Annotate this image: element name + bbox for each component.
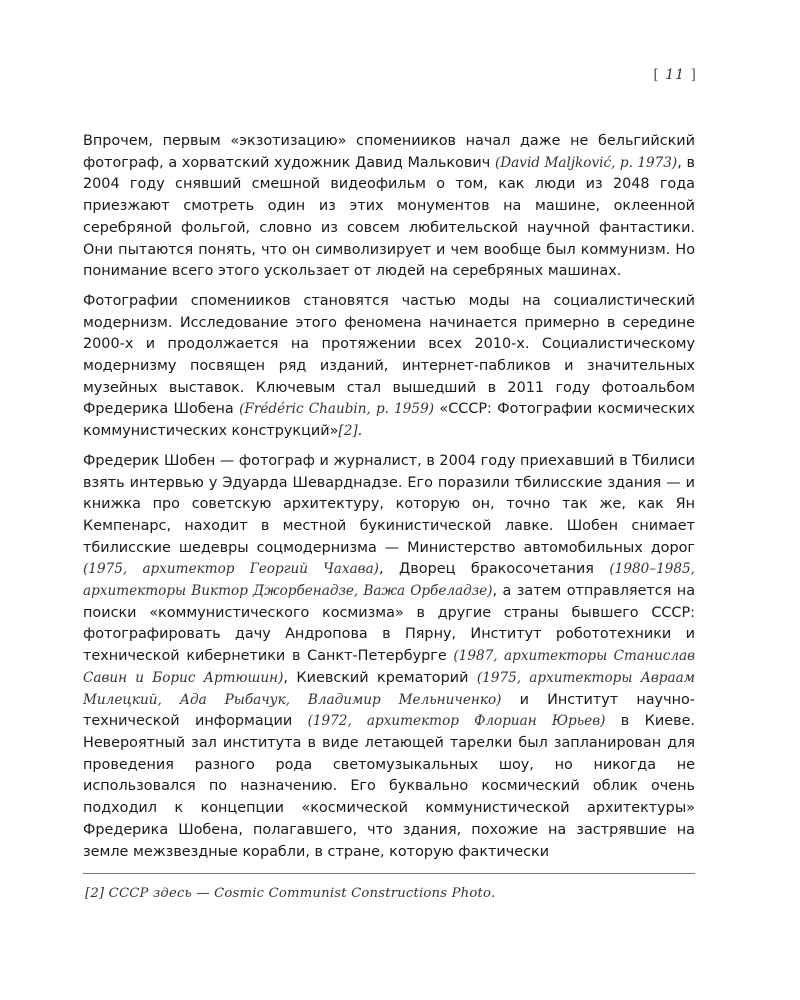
page-number-bracket-close: ] [690, 67, 697, 83]
italic-citation: (1980–1985, архитекторы Виктор Джорбенадзе, Важа Орбеладзе) [83, 561, 695, 600]
text-run: . [357, 423, 363, 440]
text-run: «СССР: Фотографии космических коммунистических конструкций» [83, 401, 695, 440]
text-run: в Киеве. Невероятный зал института в виде летающей тарелки был запланирован для проведения разного рода светомузыкальных шоу, но никогда не использовался по назначению. Его буквально космический облик очень подходил к концепции «космической коммунистической архитектуры» Фредерика Шобена, полагавшего, что здания, похожие на застрявшие на земле межзвездные корабли, в стране, которую фактически [83, 713, 695, 860]
italic-citation: (1975, архитектор Георгий Чахава) [83, 561, 379, 578]
italic-citation: (David Maljković, p. 1973) [494, 154, 678, 171]
italic-citation: (1987, архитекторы Станислав Савин и Борис Артюшин) [83, 648, 695, 686]
paragraph [83, 451, 695, 863]
text-run: Фотографии споменииков становятся частью моды на социалистический модернизм. Исследование этого феномена начинается примерно в середине 2000-х и продолжается на протяжении всех 2010-х. Социалистическому модернизму посвящен ряд изданий, интернет-пабликов и значительных музейных выставок. Ключевым стал вышедший в 2011 году фотоальбом Фредерика Шобена [83, 292, 695, 418]
body-text [83, 131, 695, 871]
footnote: [2] СССР здесь — Cosmic Communist Constructions Photo. [85, 886, 496, 901]
footnote-divider [83, 873, 695, 874]
italic-citation: (1975, архитекторы Авраам Милецкий, Ада Рыбачук, Владимир Мельниченко) [83, 669, 695, 708]
text-run: , в 2004 году снявший смешной видеофильм о том, как люди из 2048 года приезжают смотреть один из этих монументов на машине, оклеенной серебряной фольгой, словно из совсем любительской научной фантастики. Они пытаются понять, что он символизирует и чем вообще был коммунизм. Но понимание всего этого ускользает от людей на серебряных машинах. [83, 154, 696, 280]
italic-citation: [2] [338, 423, 358, 440]
text-run: , а затем отправляется на поиски «коммунистического космизма» в другие страны бывшего СССР: фотографировать дачу Андропова в Пярну, Институт робототехники и технической кибернетики в Санкт-Петербурге [83, 583, 696, 665]
page-number-value: 11 [665, 67, 686, 83]
italic-citation: (1972, архитектор Флориан Юрьев) [307, 713, 606, 730]
text-run: Впрочем, первым «экзотизацию» споменииков начал даже не бельгийский фотограф, а хорватский художник Давид Малькович [83, 133, 695, 171]
paragraph [83, 291, 695, 443]
page-number [653, 67, 697, 83]
text-run: и Институт научно-технической информации [83, 691, 695, 730]
page-number-bracket-open: [ [653, 67, 660, 83]
text-run: , Киевский крематорий [283, 669, 477, 686]
text-run: Фредерик Шобен — фотограф и журналист, в 2004 году приехавший в Тбилиси взять интервью у Эдуарда Шеварднадзе. Его поразили тбилисские здания — и книжка про советскую архитектуру, которую он, точно так же, как Ян Кемпенарс, находит в местной букинистической лавке. Шобен снимает тбилисские шедевры соцмодернизма — Министерство автомобильных дорог [83, 452, 695, 556]
italic-citation: (Frédéric Chaubin, p. 1959) [239, 401, 435, 418]
paragraph [83, 131, 695, 283]
text-run: , Дворец бракосочетания [379, 561, 610, 578]
